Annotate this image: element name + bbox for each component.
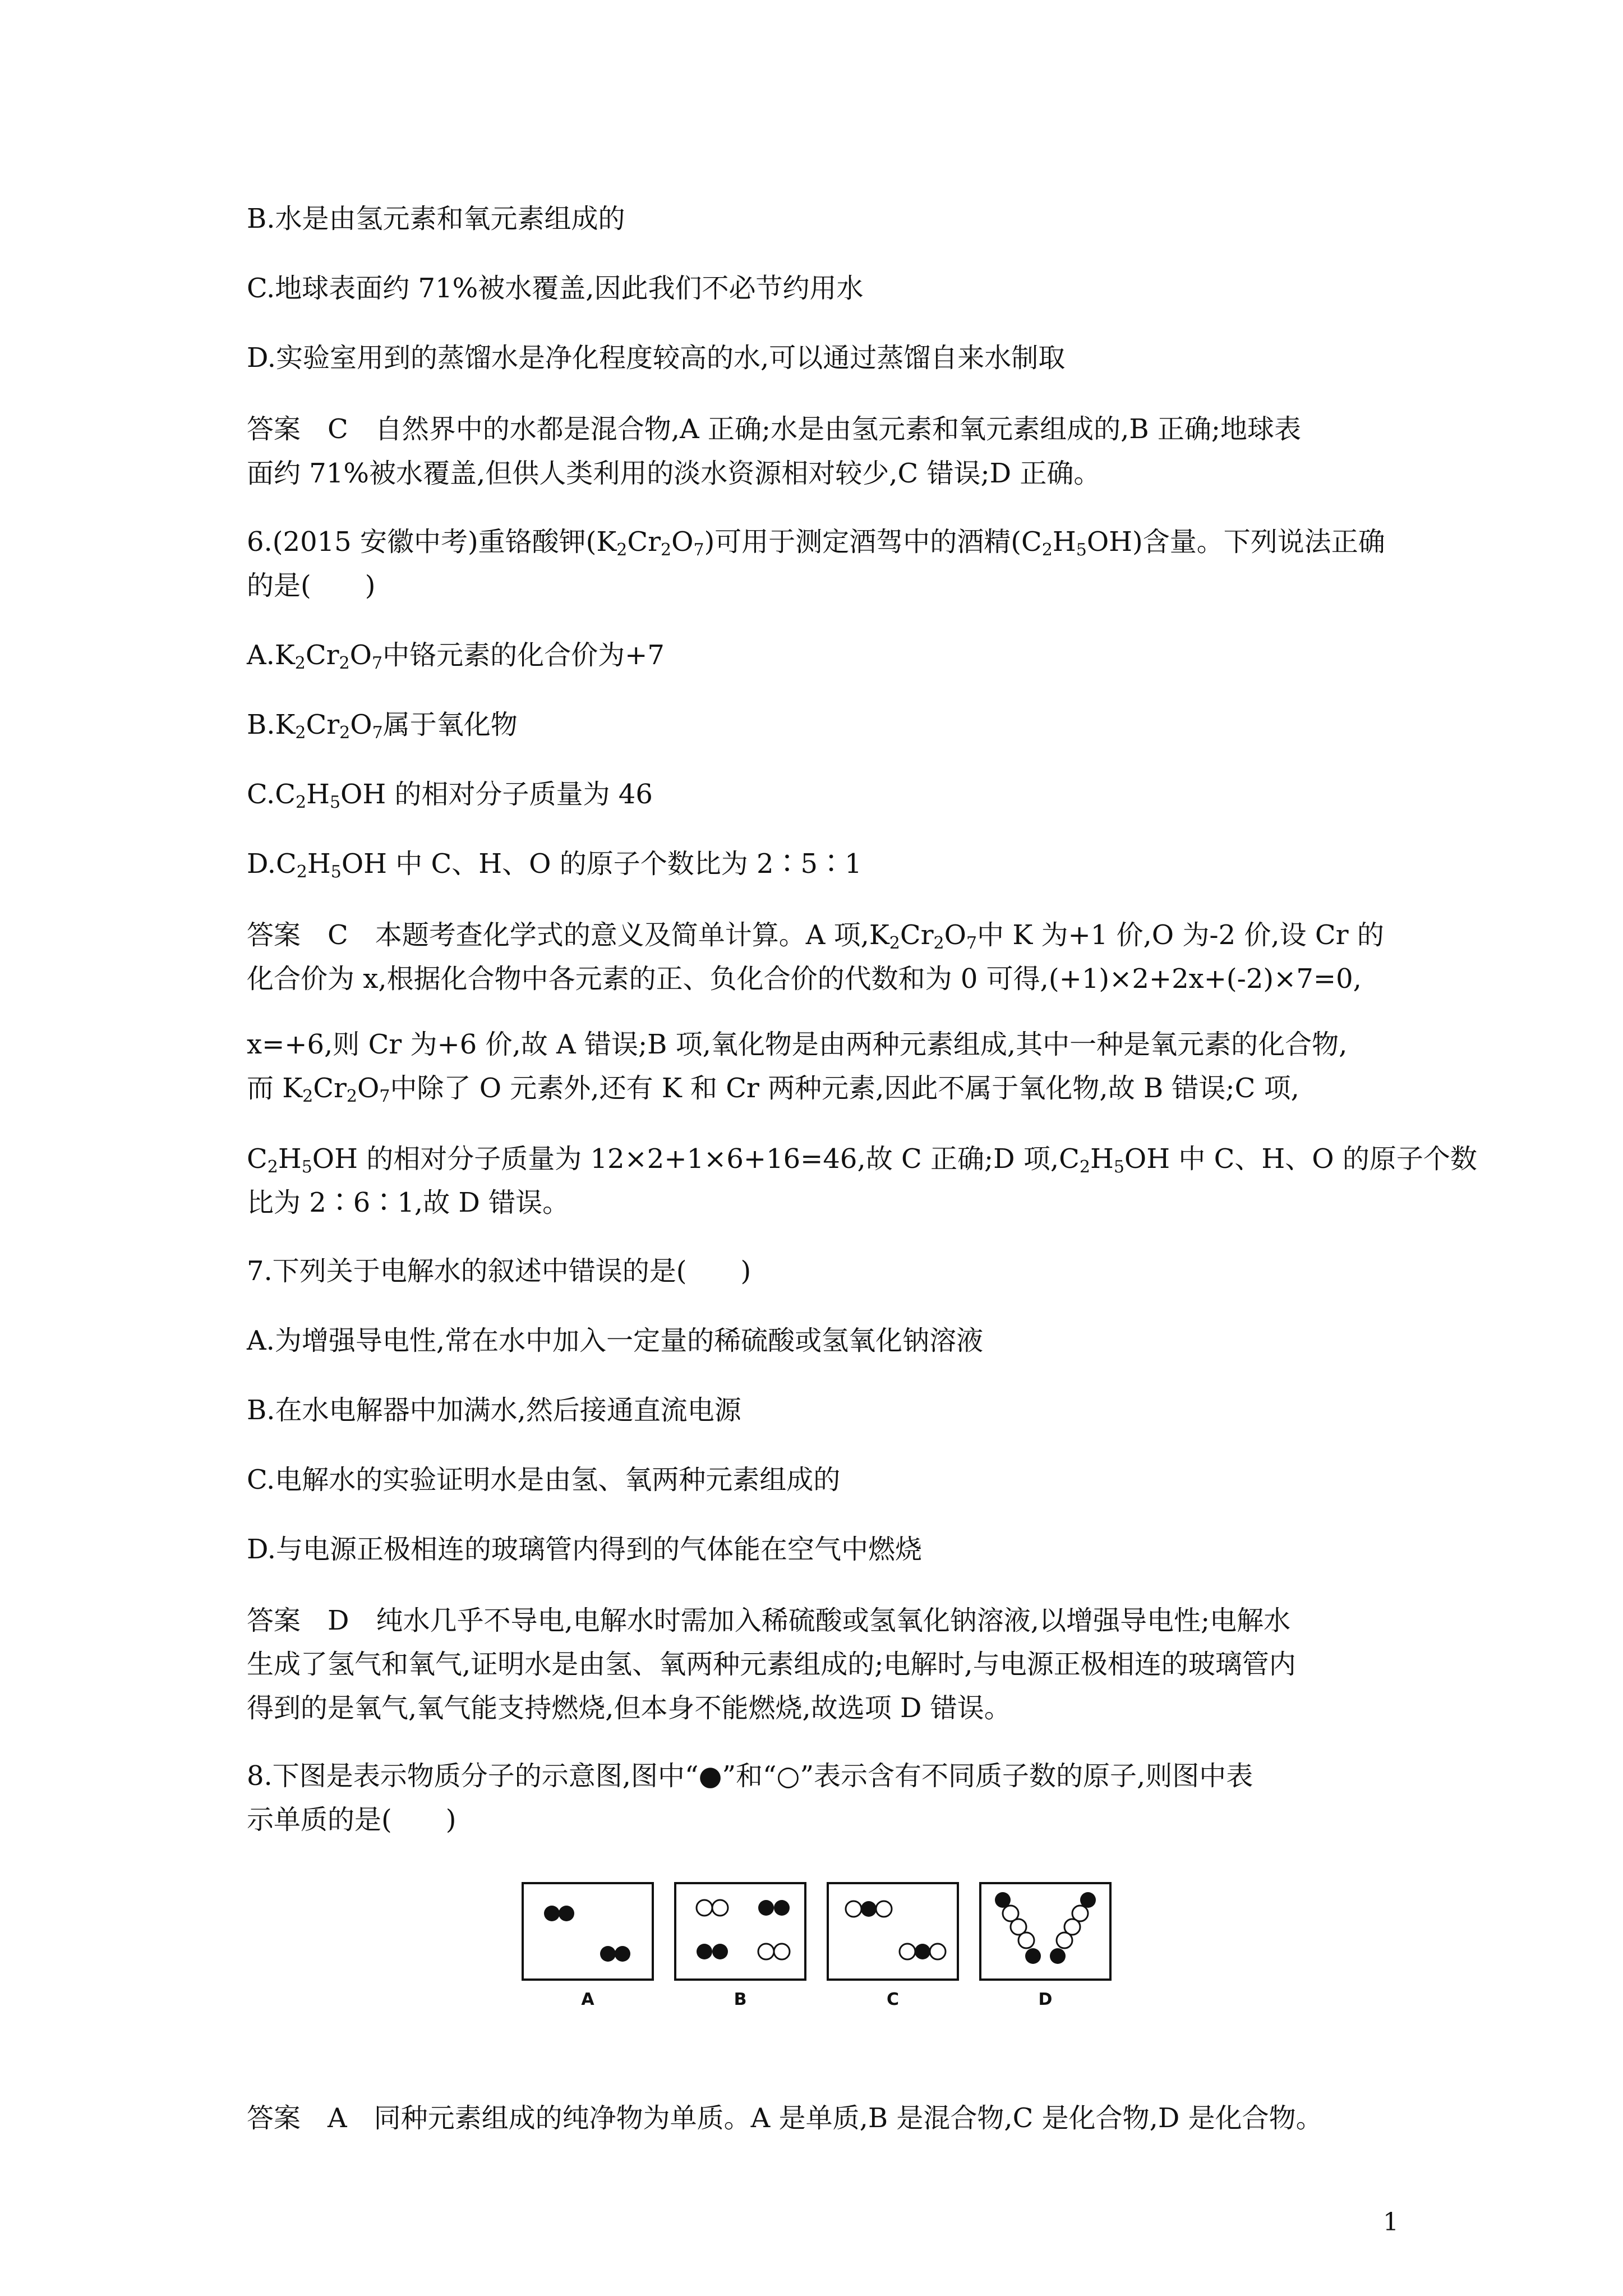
q6-option-c: $C.C_2H_5OH$ 的相对分子质量为 46 [247,779,653,812]
q7-answer-line-2: 生成了氢气和氧气,证明水是由氢、氧两种元素组成的;电解时,与电源正极相连的玻璃管内 [247,1649,1296,1680]
panel-a-label: A [581,1990,594,2009]
q5-answer-line-1: 答案 C 自然界中的水都是混合物,A 正确;水是由氢元素和氧元素组成的,B 正确;地球表 [247,413,1302,445]
panel-d-molecules [981,1884,1109,1978]
q6-answer-line-2: 化合价为 x,根据化合物中各元素的正、负化合价的代数和为 0 可得,(+1)×2+2x+(-2)×7=0, [247,963,1362,995]
page-number: 1 [1383,2208,1399,2237]
q6-option-d: $D.C_2H_5OH$ 中 C、H、O 的原子个数比为 2∶5∶1 [247,848,862,882]
panel-a-molecules [524,1884,652,1978]
q7-option-c: C.电解水的实验证明水是由氢、氧两种元素组成的 [247,1464,841,1496]
q6-answer-line-4: 而 $K_2Cr_2O_7$中除了 O 元素外,还有 K 和 Cr 两种元素,因此不属于氧化物,故 B 错误;C 项, [247,1073,1299,1106]
q6-answer-line-1: 答案 C 本题考查化学式的意义及简单计算。A 项$,K_2Cr_2O_7$中 K 为+1 价,O 为-2 价,设 Cr 的 [247,919,1384,953]
panel-b-molecules [676,1884,804,1978]
q7-stem: 7.下列关于电解水的叙述中错误的是( ) [247,1255,751,1287]
q6-option-b: $B.K_2Cr_2O_7$属于氧化物 [247,709,518,743]
panel-d-label: D [1038,1990,1053,2009]
q7-option-d: D.与电源正极相连的玻璃管内得到的气体能在空气中燃烧 [247,1534,923,1565]
q6-answer-line-3: x=+6,则 Cr 为+6 价,故 A 错误;B 项,氧化物是由两种元素组成,其中一种是氧元素的化合物, [247,1029,1348,1060]
q5-answer-line-2: 面约 71%被水覆盖,但供人类利用的淡水资源相对较少,C 错误;D 正确。 [247,458,1101,489]
q5-option-c: C.地球表面约 71%被水覆盖,因此我们不必节约用水 [247,273,864,304]
molecule-diagram [522,1882,1116,2050]
q6-answer-line-5: $C_2H_5OH$ 的相对分子质量为 12×2+1×6+16=46,故 C 正确;D 项$,C_2H_5OH$ 中 C、H、O 的原子个数 [247,1143,1477,1177]
q6-stem-line-1: 6.(2015 安徽中考)重铬酸钾$(K_2Cr_2O_7)$可用于测定酒驾中的酒精$(C_2H_5OH)$含量。下列说法正确 [247,526,1385,560]
q7-option-a: A.为增强导电性,常在水中加入一定量的稀硫酸或氢氧化钠溶液 [247,1325,984,1356]
q8-stem-line-1: 8.下图是表示物质分子的示意图,图中“●”和“○”表示含有不同质子数的原子,则图中表 [247,1760,1253,1792]
q7-answer-line-1: 答案 D 纯水几乎不导电,电解水时需加入稀硫酸或氢氧化钠溶液,以增强导电性;电解水 [247,1605,1291,1636]
q6-stem-line-2: 的是( ) [247,570,376,601]
panel-b [674,1882,806,1981]
q5-option-d: D.实验室用到的蒸馏水是净化程度较高的水,可以通过蒸馏自来水制取 [247,342,1066,374]
q8-answer: 答案 A 同种元素组成的纯净物为单质。A 是单质,B 是混合物,C 是化合物,D 是化合物。 [247,2102,1323,2134]
q6-answer-line-6: 比为 2∶6∶1,故 D 错误。 [247,1187,570,1218]
q7-answer-line-3: 得到的是氧气,氧气能支持燃烧,但本身不能燃烧,故选项 D 错误。 [247,1692,1011,1724]
panel-d [979,1882,1112,1981]
panel-c-label: C [886,1990,900,2009]
panel-b-label: B [734,1990,747,2009]
panel-c [827,1882,959,1981]
q8-stem-line-2: 示单质的是( ) [247,1804,457,1835]
q5-option-b: B.水是由氢元素和氧元素组成的 [247,203,625,234]
panel-a [522,1882,654,1981]
panel-c-molecules [829,1884,957,1978]
q7-option-b: B.在水电解器中加满水,然后接通直流电源 [247,1395,741,1426]
q6-option-a: $A.K_2Cr_2O_7$中铬元素的化合价为+7 [247,639,665,673]
